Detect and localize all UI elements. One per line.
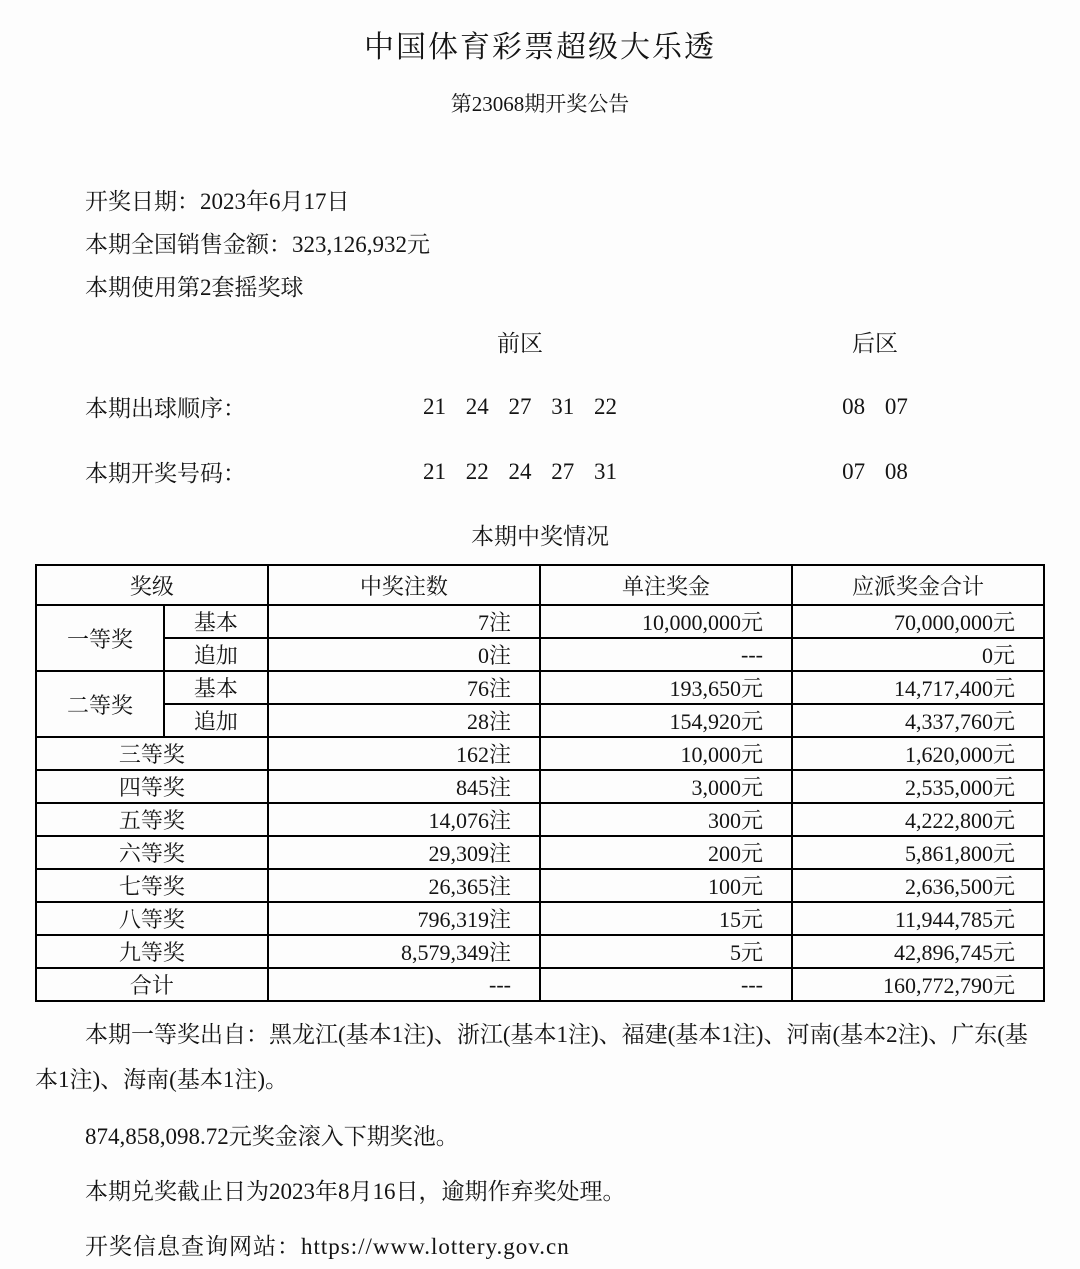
grade-cell: 七等奖 <box>36 869 268 902</box>
type-cell: 基本 <box>164 605 268 638</box>
count-cell: 0注 <box>268 638 540 671</box>
prize-table <box>35 564 1045 1002</box>
grade-cell: 九等奖 <box>36 935 268 968</box>
back-zone-header: 后区 <box>852 331 898 356</box>
ball-order-row <box>35 390 1045 423</box>
ball-set: 本期使用第2套摇奖球 <box>85 275 304 300</box>
table-row-ninth-prize <box>36 935 1044 968</box>
type-cell: 追加 <box>164 638 268 671</box>
table-row-seventh-prize <box>36 869 1044 902</box>
draw-date: 开奖日期：2023年6月17日 <box>85 189 350 214</box>
total-cell: 4,337,760元 <box>792 704 1044 737</box>
count-cell: 26,365注 <box>268 869 540 902</box>
website-url: https://www.lottery.gov.cn <box>301 1234 570 1259</box>
winning-number-front-numbers: 21 22 24 27 31 <box>423 458 617 484</box>
grade-cell: 合计 <box>36 968 268 1001</box>
issue-subtitle: 第23068期开奖公告 <box>450 92 630 116</box>
count-cell: --- <box>268 968 540 1001</box>
table-row-fifth-prize <box>36 803 1044 836</box>
total-cell: 11,944,785元 <box>792 902 1044 935</box>
grade-cell: 三等奖 <box>36 737 268 770</box>
draw-info-block <box>85 180 1045 309</box>
sales-amount: 本期全国销售金额：323,126,932元 <box>85 232 430 257</box>
rollover-note: 874,858,098.72元奖金滚入下期奖池。 <box>85 1124 459 1149</box>
grade-cell: 一等奖 <box>36 605 164 671</box>
ball-order-back-numbers: 08 07 <box>842 393 908 419</box>
total-cell: 2,535,000元 <box>792 770 1044 803</box>
header-total-prize: 应派奖金合计 <box>792 565 1044 605</box>
type-cell: 基本 <box>164 671 268 704</box>
count-cell: 14,076注 <box>268 803 540 836</box>
count-cell: 28注 <box>268 704 540 737</box>
total-cell: 70,000,000元 <box>792 605 1044 638</box>
table-row-first-prize-additional <box>36 638 1044 671</box>
prize-table-header-row <box>36 565 1044 605</box>
table-row-second-prize-basic <box>36 671 1044 704</box>
first-prize-origin: 本期一等奖出自：黑龙江(基本1注)、浙江(基本1注)、福建(基本1注)、河南(基本2注)、广东(基本1注)、海南(基本1注)。 <box>35 1022 1028 1092</box>
total-cell: 2,636,500元 <box>792 869 1044 902</box>
table-row-third-prize <box>36 737 1044 770</box>
prize-cell: 15元 <box>540 902 792 935</box>
website-label: 开奖信息查询网站： <box>85 1234 301 1259</box>
table-row-sixth-prize <box>36 836 1044 869</box>
count-cell: 796,319注 <box>268 902 540 935</box>
grade-cell: 五等奖 <box>36 803 268 836</box>
zone-header-row <box>35 325 1045 358</box>
count-cell: 162注 <box>268 737 540 770</box>
total-cell: 5,861,800元 <box>792 836 1044 869</box>
grade-cell: 八等奖 <box>36 902 268 935</box>
prize-cell: 10,000元 <box>540 737 792 770</box>
total-cell: 1,620,000元 <box>792 737 1044 770</box>
ball-order-label: 本期出球顺序： <box>85 396 246 421</box>
table-row-first-prize-basic <box>36 605 1044 638</box>
prize-cell: 10,000,000元 <box>540 605 792 638</box>
total-cell: 14,717,400元 <box>792 671 1044 704</box>
count-cell: 76注 <box>268 671 540 704</box>
prize-cell: 5元 <box>540 935 792 968</box>
winning-number-row <box>35 455 1045 488</box>
total-cell: 0元 <box>792 638 1044 671</box>
front-zone-header: 前区 <box>497 331 543 356</box>
ball-order-front-numbers: 21 24 27 31 22 <box>423 393 617 419</box>
grade-cell: 六等奖 <box>36 836 268 869</box>
prize-cell: 154,920元 <box>540 704 792 737</box>
draw-numbers-section <box>35 325 1045 488</box>
prize-cell: 100元 <box>540 869 792 902</box>
table-row-fourth-prize <box>36 770 1044 803</box>
footer-notes <box>35 1012 1045 1269</box>
total-cell: 42,896,745元 <box>792 935 1044 968</box>
header-count: 中奖注数 <box>268 565 540 605</box>
grade-cell: 二等奖 <box>36 671 164 737</box>
table-row-eighth-prize <box>36 902 1044 935</box>
header-unit-prize: 单注奖金 <box>540 565 792 605</box>
count-cell: 29,309注 <box>268 836 540 869</box>
redeem-deadline-note: 本期兑奖截止日为2023年8月16日，逾期作弃奖处理。 <box>85 1179 626 1204</box>
prize-cell: 300元 <box>540 803 792 836</box>
prize-cell: --- <box>540 968 792 1001</box>
winning-number-label: 本期开奖号码： <box>85 461 246 486</box>
page-title: 中国体育彩票超级大乐透 <box>364 31 716 64</box>
count-cell: 845注 <box>268 770 540 803</box>
website-line <box>35 1224 1045 1269</box>
table-row-second-prize-additional <box>36 704 1044 737</box>
prize-cell: --- <box>540 638 792 671</box>
prize-table-title: 本期中奖情况 <box>471 524 609 549</box>
table-row-total <box>36 968 1044 1001</box>
prize-cell: 193,650元 <box>540 671 792 704</box>
count-cell: 8,579,349注 <box>268 935 540 968</box>
header-grade: 奖级 <box>36 565 268 605</box>
total-cell: 160,772,790元 <box>792 968 1044 1001</box>
prize-cell: 200元 <box>540 836 792 869</box>
winning-number-back-numbers: 07 08 <box>842 458 908 484</box>
grade-cell: 四等奖 <box>36 770 268 803</box>
type-cell: 追加 <box>164 704 268 737</box>
total-cell: 4,222,800元 <box>792 803 1044 836</box>
count-cell: 7注 <box>268 605 540 638</box>
prize-cell: 3,000元 <box>540 770 792 803</box>
